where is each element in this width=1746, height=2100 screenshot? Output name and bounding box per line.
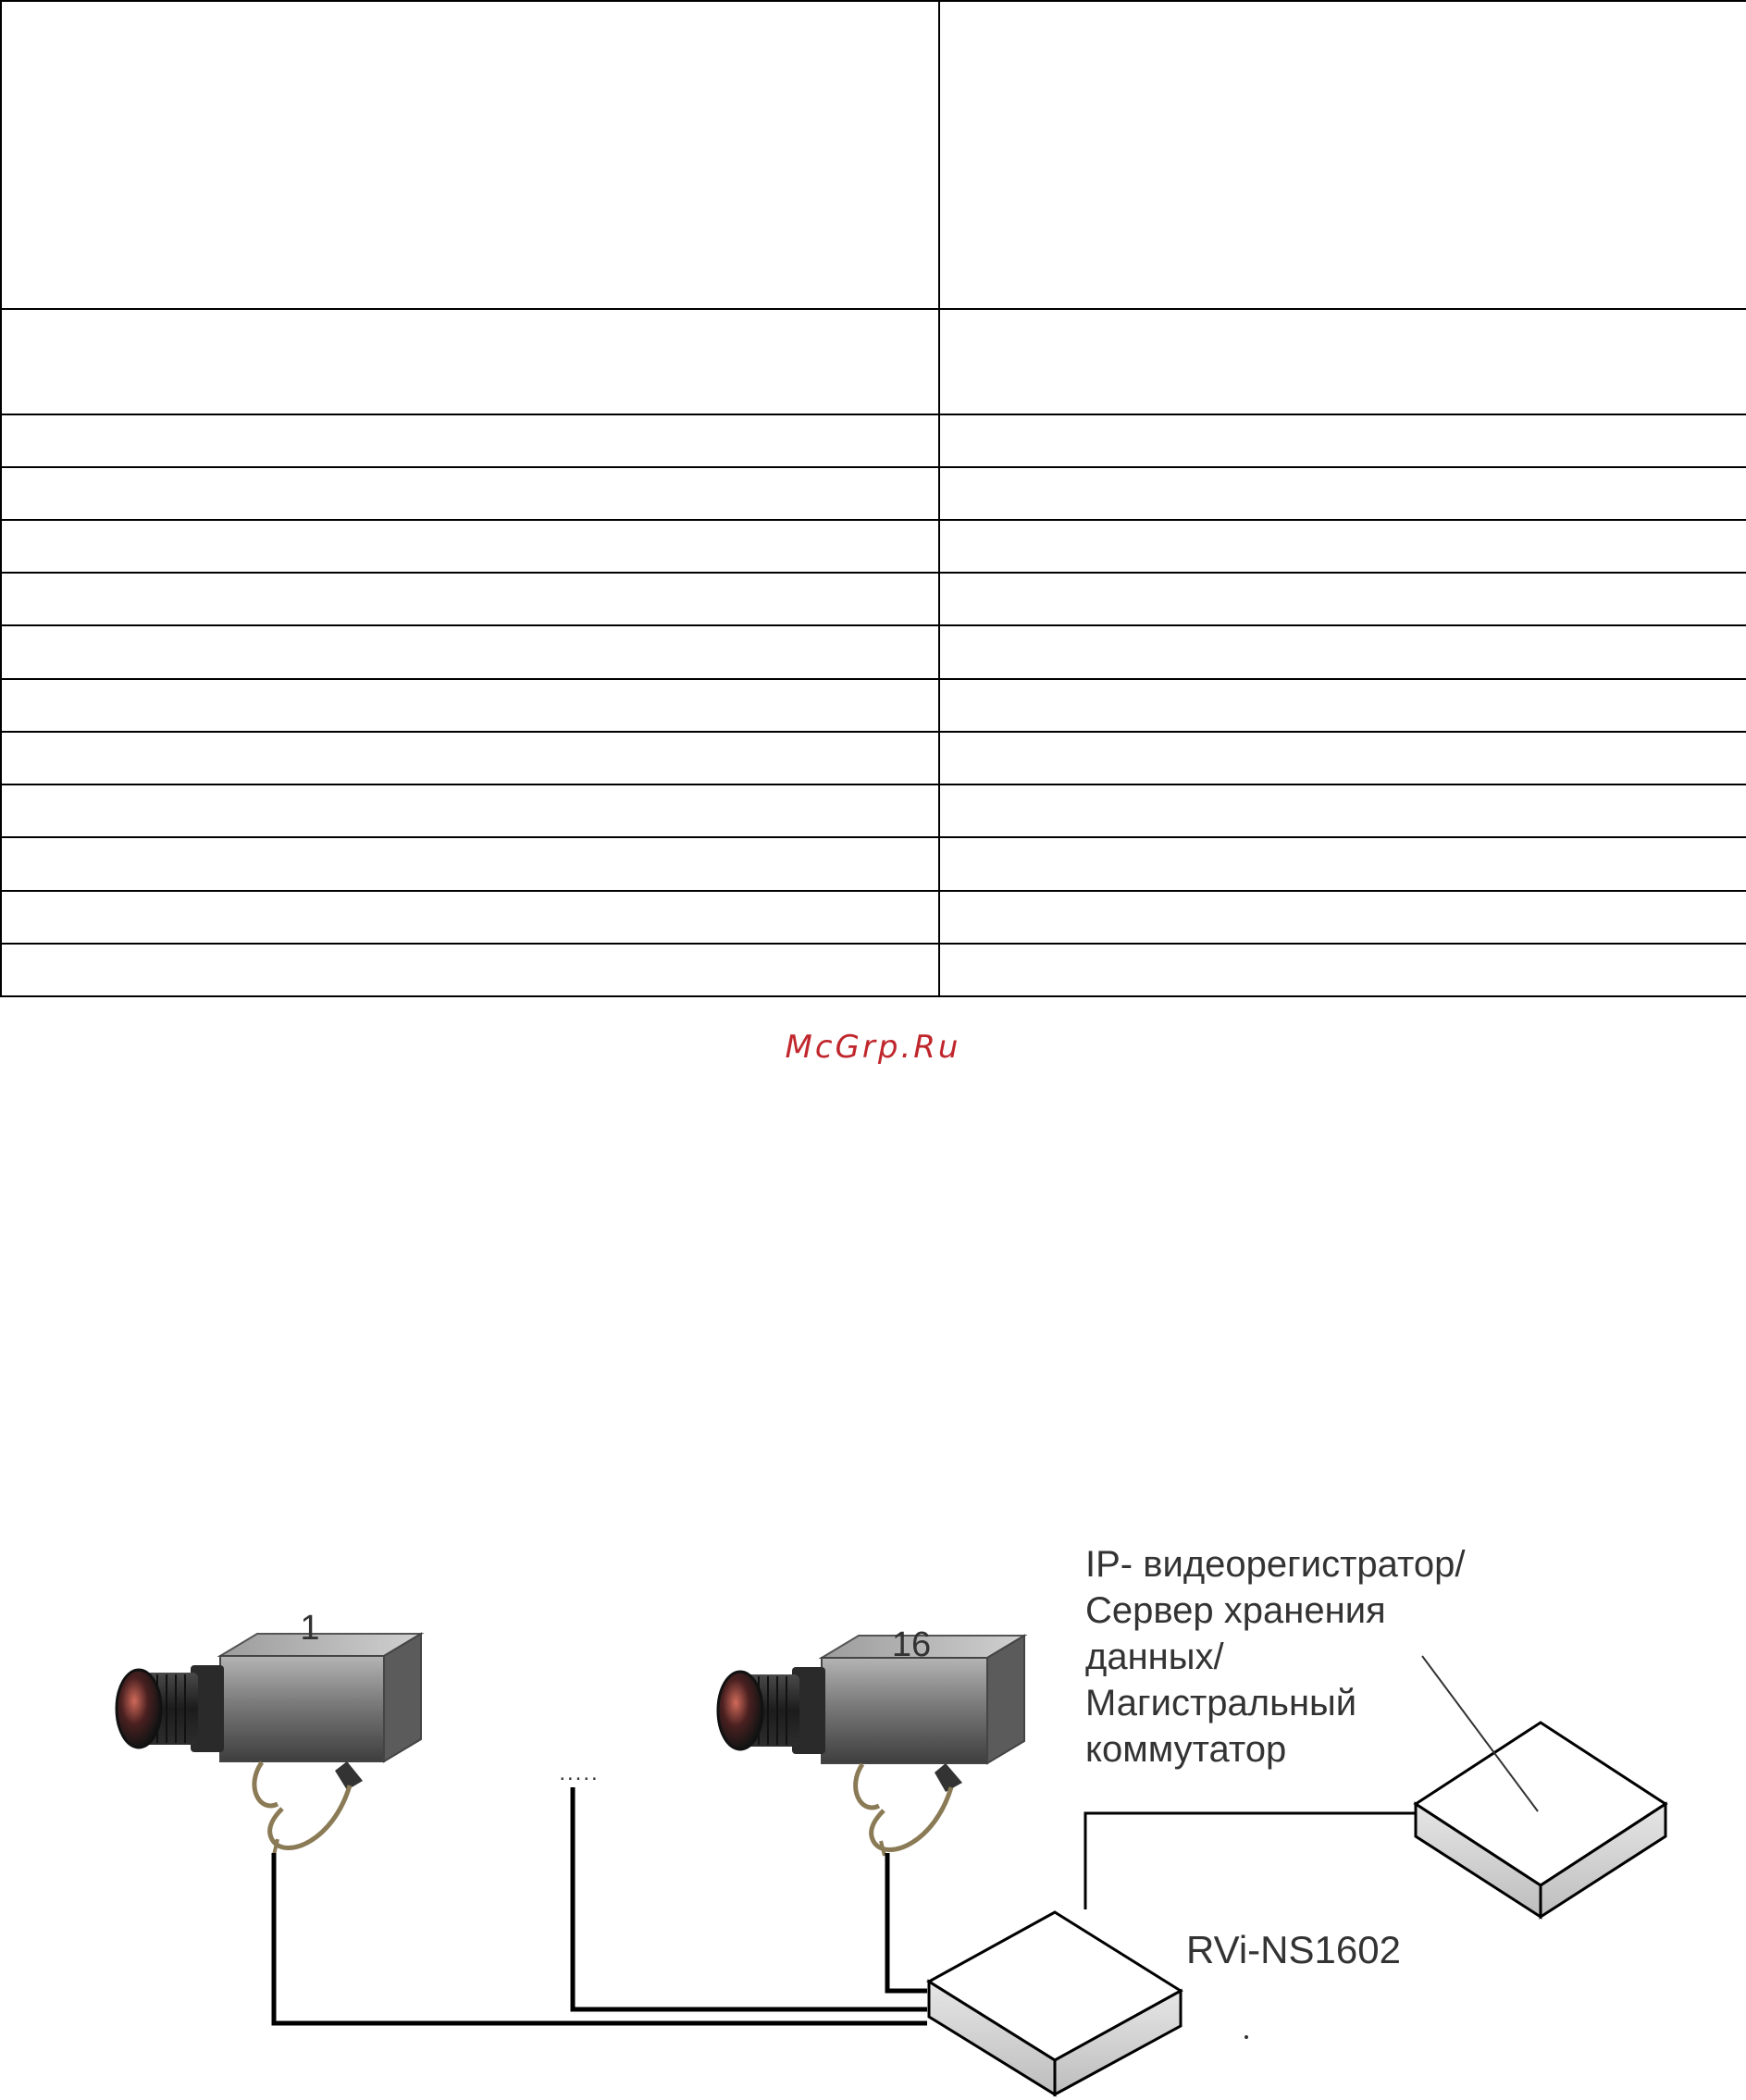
network-diagram <box>0 1517 1746 2100</box>
recorder-label-line: коммутатор <box>1085 1729 1287 1770</box>
table-cell <box>939 837 1746 891</box>
table-cell <box>939 625 1746 679</box>
network-cables <box>274 1787 927 2023</box>
table-cell <box>939 467 1746 520</box>
table-cell <box>939 573 1746 625</box>
recorder-label-line: Магистральный <box>1085 1683 1357 1723</box>
ellipsis-label: ..... <box>559 1760 600 1785</box>
table-row <box>1 573 1746 625</box>
table-cell <box>1 520 939 573</box>
rvi-switch-device <box>929 1912 1181 2094</box>
spec-table <box>0 0 1746 997</box>
camera-first-label: 1 <box>300 1609 320 1648</box>
table-cell <box>939 520 1746 573</box>
table-row <box>1 414 1746 467</box>
recorder-label <box>1085 1544 1466 1770</box>
device-label: RVi-NS1602 <box>1186 1928 1401 1971</box>
table-cell <box>1 625 939 679</box>
table-row <box>1 625 1746 679</box>
camera-16 <box>718 1636 1024 1856</box>
table-cell <box>939 679 1746 732</box>
table-row <box>1 467 1746 520</box>
table-cell <box>939 309 1746 414</box>
table-row <box>1 309 1746 414</box>
camera-last-label: 16 <box>891 1625 932 1664</box>
table-row <box>1 520 1746 573</box>
table-cell <box>939 1 1746 309</box>
table-cell <box>1 414 939 467</box>
table-row <box>1 679 1746 732</box>
table-row <box>1 732 1746 784</box>
table-cell <box>1 573 939 625</box>
table-row <box>1 944 1746 996</box>
table-cell <box>939 732 1746 784</box>
table-cell <box>939 414 1746 467</box>
table-cell <box>1 944 939 996</box>
table-cell <box>939 944 1746 996</box>
table-cell <box>939 891 1746 944</box>
table-cell <box>939 784 1746 837</box>
table-cell <box>1 732 939 784</box>
table-cell <box>1 679 939 732</box>
table-row <box>1 837 1746 891</box>
table-row <box>1 891 1746 944</box>
recorder-label-line: данных/ <box>1085 1637 1224 1677</box>
table-cell <box>1 784 939 837</box>
table-cell <box>1 467 939 520</box>
table-cell <box>1 309 939 414</box>
table-cell <box>1 837 939 891</box>
watermark-text: McGrp.Ru <box>785 1029 961 1066</box>
table-cell <box>1 891 939 944</box>
table-cell <box>1 1 939 309</box>
table-row <box>1 1 1746 309</box>
table-row <box>1 784 1746 837</box>
camera-1 <box>117 1634 421 1855</box>
recorder-label-line: IP- видеорегистратор/ <box>1085 1544 1466 1585</box>
recorder-label-line: Сервер хранения <box>1085 1590 1386 1631</box>
recorder-server-box <box>1416 1723 1666 1917</box>
uplink-cable <box>1085 1813 1416 1909</box>
